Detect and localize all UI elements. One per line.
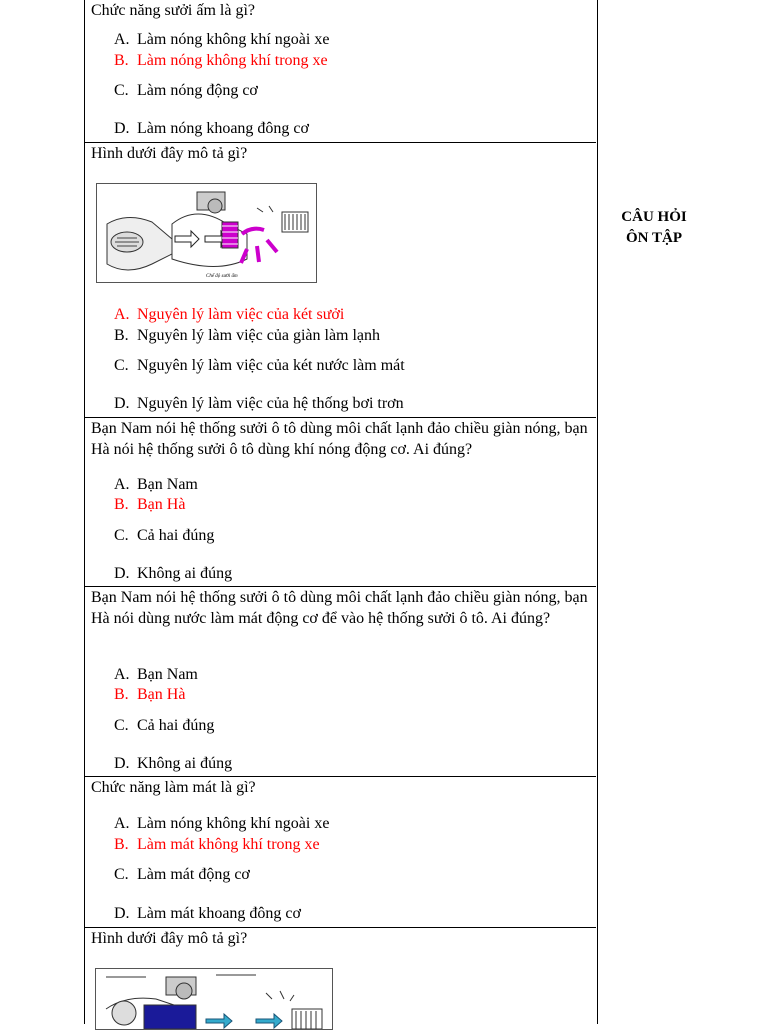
- question-text: Bạn Nam nói hệ thống sưởi ô tô dùng môi chất lạnh đảo chiều giàn nóng, bạn Hà nói hệ thống sưởi ô tô dùng khí nóng động cơ. Ai đúng?: [91, 420, 588, 458]
- option-b-correct: B. Làm nóng không khí trong xe: [114, 52, 328, 69]
- question-text: Bạn Nam nói hệ thống sưởi ô tô dùng môi chất lạnh đảo chiều giàn nóng, bạn Hà nói dùng nước làm mát động cơ để vào hệ thống sưởi ô tô. Ai đúng?: [91, 589, 588, 627]
- side-title-line1: CÂU HỎI: [621, 209, 687, 225]
- question-cell-3: [84, 418, 596, 587]
- option-d: D. Không ai đúng: [114, 565, 233, 582]
- option-c: C. Nguyên lý làm việc của két nước làm mát: [114, 357, 405, 374]
- option-c: C. Cả hai đúng: [114, 717, 215, 734]
- option-a: A. Làm nóng không khí ngoài xe: [114, 31, 330, 48]
- question-text: Hình dưới đây mô tả gì?: [91, 930, 248, 947]
- question-text: Chức năng sưởi ấm là gì?: [91, 2, 255, 19]
- option-d: D. Làm nóng khoang đông cơ: [114, 120, 309, 137]
- side-title-line2: ÔN TẬP: [626, 230, 682, 246]
- option-c: C. Làm mát động cơ: [114, 866, 250, 883]
- figure-caption: Chế độ sưởi ấm: [206, 274, 238, 279]
- question-cell-4: [84, 587, 596, 777]
- option-b-correct: B. Bạn Hà: [114, 686, 186, 703]
- option-b-correct: B. Bạn Hà: [114, 496, 186, 513]
- option-a: A. Làm nóng không khí ngoài xe: [114, 815, 330, 832]
- question-text: Chức năng làm mát là gì?: [91, 779, 256, 796]
- option-c: C. Làm nóng động cơ: [114, 82, 258, 99]
- question-cell-2: [84, 143, 596, 418]
- question-cell-5: [84, 777, 596, 928]
- option-a-correct: A. Nguyên lý làm việc của két sưởi: [114, 306, 345, 323]
- option-d: D. Nguyên lý làm việc của hệ thống bơi trơn: [114, 395, 404, 412]
- side-title: [617, 207, 691, 249]
- option-a: A. Bạn Nam: [114, 666, 198, 683]
- option-b: B. Nguyên lý làm việc của giàn làm lạnh: [114, 327, 381, 344]
- option-d: D. Làm mát khoang đông cơ: [114, 905, 301, 922]
- option-b-correct: B. Làm mát không khí trong xe: [114, 836, 320, 853]
- option-c: C. Cả hai đúng: [114, 527, 215, 544]
- option-a: A. Bạn Nam: [114, 476, 198, 493]
- option-d: D. Không ai đúng: [114, 755, 233, 772]
- question-cell-1: [84, 0, 596, 143]
- heater-diagram: [96, 183, 317, 283]
- question-cell-6: [84, 928, 596, 1024]
- cooling-diagram: [95, 968, 333, 1030]
- question-text: Hình dưới đây mô tả gì?: [91, 145, 248, 162]
